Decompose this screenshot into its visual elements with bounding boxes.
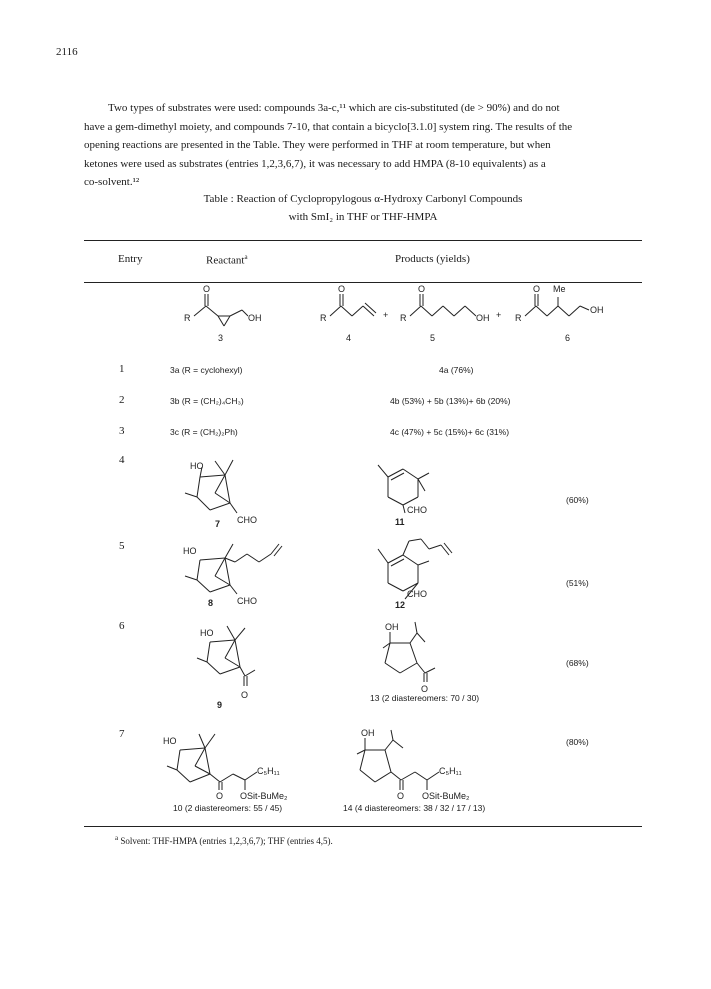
reactant-header-sup: a: [244, 253, 248, 261]
entry-3: 3: [119, 425, 125, 437]
osit-label: OSit-BuMe₂: [240, 791, 288, 801]
reactant-10-label: 10 (2 diastereomers: 55 / 45): [173, 803, 283, 813]
carbonyl-o-label: O: [203, 284, 211, 294]
compound-12-label: 12: [395, 600, 406, 610]
structure-9: [195, 620, 275, 710]
table-footnote: [115, 834, 333, 846]
ketone-o-label: O: [421, 684, 429, 694]
paragraph-line-3: opening reactions are presented in the Table. They were performed in THF at room temperature, but when: [84, 139, 551, 151]
compound-8-label: 8: [208, 598, 214, 608]
compound-9-label: 9: [217, 700, 223, 710]
ketone-o-label: O: [216, 791, 224, 801]
paragraph-line-5: co-solvent.¹²: [84, 176, 140, 188]
structure-12: [363, 535, 473, 610]
compound-4-label: 4: [346, 333, 352, 343]
cho-label: CHO: [237, 596, 257, 606]
osit-label: OSit-BuMe₂: [422, 791, 470, 801]
r-label: R: [320, 313, 327, 323]
cho-label: CHO: [237, 515, 257, 525]
ho-label: HO: [183, 546, 197, 556]
paragraph-line-2: have a gem-dimethyl moiety, and compounds 7-10, that contain a bicyclo[3.1.0] system ring. The results of the: [84, 120, 573, 133]
reactant-3b: 3b (R = (CH₂)₄CH₃): [170, 396, 244, 406]
structure-10: [155, 728, 325, 800]
c5h11-label: C₅H₁₁: [257, 766, 280, 776]
reactant-header-text: Reactant: [206, 254, 245, 267]
oh-label: OH: [361, 728, 375, 738]
entry-4: 4: [119, 454, 125, 466]
carbonyl-o-label: O: [418, 284, 426, 294]
table-header-rule: [84, 282, 642, 283]
entry-7: 7: [119, 728, 125, 740]
body-paragraph: [84, 99, 642, 192]
compound-5-label: 5: [430, 333, 436, 343]
products-entry-1: 4a (76%): [439, 365, 474, 375]
table-title-line-1: Table : Reaction of Cyclopropylogous α-Hydroxy Carbonyl Compounds: [203, 193, 523, 205]
table-title-line-2: with SmI₂ in THF or THF-HMPA: [288, 211, 438, 223]
footnote-text: Solvent: THF-HMPA (entries 1,2,3,6,7); THF (entries 4,5).: [120, 836, 333, 846]
products-entry-2: 4b (53%) + 5b (13%)+ 6b (20%): [390, 396, 511, 406]
reactant-3a: 3a (R = cyclohexyl): [170, 365, 243, 375]
yield-entry-7: (80%): [566, 737, 589, 747]
footnote-sup: a: [115, 834, 119, 842]
compound-11-label: 11: [395, 517, 405, 527]
ketone-o-label: O: [397, 791, 405, 801]
carbonyl-o-label: O: [338, 284, 346, 294]
structure-14: [345, 728, 515, 800]
page-number: 2116: [56, 46, 78, 58]
structure-7: [175, 455, 285, 530]
plus-sign: +: [496, 310, 502, 320]
structure-6: [515, 284, 625, 344]
c5h11-label: C₅H₁₁: [439, 766, 462, 776]
ho-label: HO: [200, 628, 214, 638]
table-bottom-rule: [84, 826, 642, 827]
entry-2: 2: [119, 394, 125, 406]
reactant-3c: 3c (R = (CH₂)₂Ph): [170, 427, 238, 437]
yield-entry-4: (60%): [566, 495, 589, 505]
table-top-rule: [84, 240, 642, 241]
cho-label: CHO: [407, 505, 427, 515]
compound-7-label: 7: [215, 519, 221, 529]
ho-label: HO: [163, 736, 177, 746]
compound-3-label: 3: [218, 333, 224, 343]
me-label: Me: [553, 284, 566, 294]
carbonyl-o-label: O: [533, 284, 541, 294]
structure-13: [375, 618, 455, 693]
r-label: R: [400, 313, 407, 323]
plus-sign: +: [383, 310, 389, 320]
paragraph-line-1: Two types of substrates were used: compounds 3a-c,¹¹ which are cis-substituted (de > 90%) and do not: [108, 102, 560, 114]
r-label: R: [184, 313, 191, 323]
yield-entry-6: (68%): [566, 658, 589, 668]
ho-label: HO: [190, 461, 204, 471]
structure-11: [363, 455, 473, 530]
yield-entry-5: (51%): [566, 578, 589, 588]
product-14-label: 14 (4 diastereomers: 38 / 32 / 17 / 13): [343, 803, 486, 813]
entry-1: 1: [119, 363, 125, 375]
r-label: R: [515, 313, 522, 323]
column-header-products: Products (yields): [395, 253, 470, 265]
column-header-entry: Entry: [118, 253, 143, 265]
oh-label: OH: [590, 305, 604, 315]
products-entry-3: 4c (47%) + 5c (15%)+ 6c (31%): [390, 427, 510, 437]
structure-5: [400, 284, 510, 344]
structure-3: [160, 284, 262, 344]
oh-label: OH: [248, 313, 262, 323]
oh-label: OH: [476, 313, 490, 323]
structure-8: [175, 540, 325, 608]
oh-label: OH: [385, 622, 399, 632]
ketone-o-label: O: [241, 690, 249, 700]
column-header-reactant: [206, 253, 248, 267]
paragraph-line-4: ketones were used as substrates (entries 1,2,3,6,7), it was necessary to add HMPA (8-10 equivalents) as a: [84, 157, 546, 170]
compound-6-label: 6: [565, 333, 571, 343]
entry-6: 6: [119, 620, 125, 632]
cho-label: CHO: [407, 589, 427, 599]
product-13-label: 13 (2 diastereomers: 70 / 30): [370, 693, 480, 703]
entry-5: 5: [119, 540, 125, 552]
